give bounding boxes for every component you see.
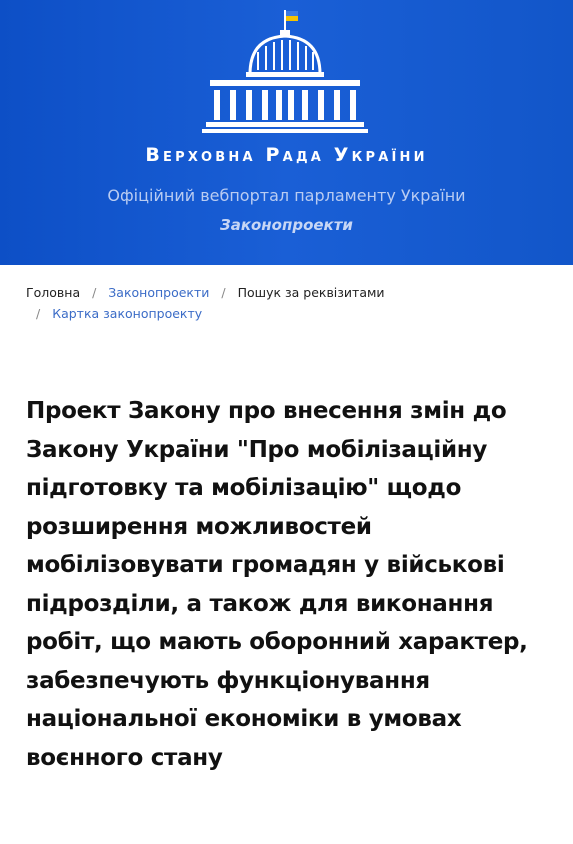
breadcrumb-row-2 [26, 303, 546, 324]
flag-blue [286, 11, 298, 16]
breadcrumb-separator: / [92, 285, 97, 300]
section-title[interactable]: Законопроекти [220, 216, 353, 234]
breadcrumb-separator: / [221, 285, 226, 300]
site-name[interactable]: Верховна Рада України [145, 144, 428, 166]
portal-subtitle: Офіційний вебпортал парламенту України [107, 186, 466, 205]
breadcrumb-bills[interactable]: Законопроекти [108, 285, 210, 300]
site-header [0, 0, 573, 265]
breadcrumb-bill-card: Картка законопроекту [52, 306, 203, 321]
bill-title: Проект Закону про внесення змін до Закону України "Про мобілізаційну підготовку та мобілізацію" щодо розширення можливостей мобілізовувати громадян у військові підрозділи, а також для виконання робіт, що мають оборонний характер, забезпечують функціонування національної економіки в умовах воєнного стану [26, 398, 528, 771]
parliament-building-icon[interactable] [200, 8, 370, 138]
breadcrumb-row-1 [26, 282, 546, 303]
breadcrumb-search-by-details[interactable]: Пошук за реквізитами [237, 285, 385, 300]
flag-yellow [286, 16, 298, 21]
breadcrumb-separator: / [36, 306, 41, 321]
breadcrumb [26, 282, 546, 324]
breadcrumb-home[interactable]: Головна [26, 285, 81, 300]
